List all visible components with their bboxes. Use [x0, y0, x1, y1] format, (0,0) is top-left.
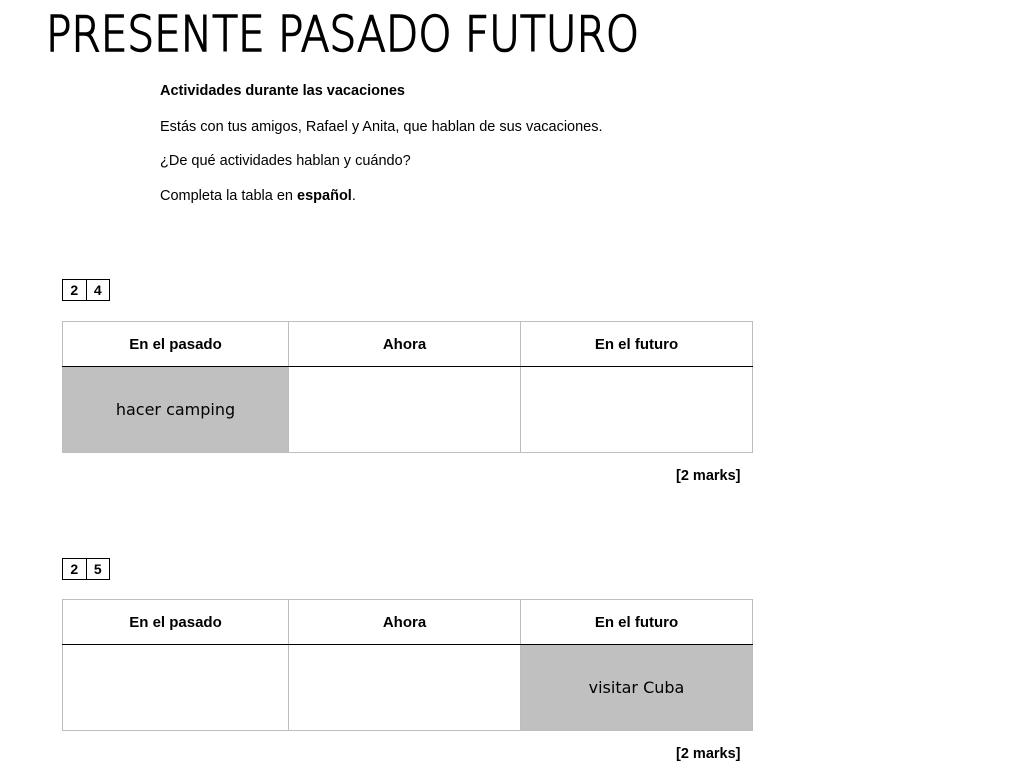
instructions-heading: Actividades durante las vacaciones — [160, 83, 405, 99]
answer-cell-now[interactable] — [289, 367, 521, 453]
answer-table-25 — [62, 599, 753, 731]
question-number-digit: 4 — [86, 280, 110, 300]
answer-cell-past[interactable] — [63, 645, 289, 731]
instructions-line-2: ¿De qué actividades hablan y cuándo? — [160, 153, 411, 169]
instructions-language-emphasis: español — [297, 188, 352, 204]
question-number-digit: 2 — [70, 561, 79, 577]
column-header-future: En el futuro — [521, 322, 753, 367]
column-header-past: En el pasado — [63, 322, 289, 367]
marks-label-24: [2 marks] — [676, 468, 741, 484]
answer-table-24 — [62, 321, 753, 453]
question-number-digit: 5 — [86, 559, 110, 579]
instructions-line-3-text: Completa la tabla en — [160, 188, 298, 204]
column-header-now: Ahora — [289, 322, 521, 367]
answer-cell-future: visitar Cuba — [521, 645, 753, 731]
instructions-line-3-end: . — [351, 188, 356, 204]
marks-label-25: [2 marks] — [676, 746, 741, 762]
page-title: PRESENTE PASADO FUTURO — [46, 6, 640, 63]
answer-cell-future[interactable] — [521, 367, 753, 453]
table-answer-row — [63, 367, 753, 453]
table-answer-row — [63, 645, 753, 731]
answer-cell-past: hacer camping — [63, 367, 289, 453]
answer-cell-now[interactable] — [289, 645, 521, 731]
question-number-box-25 — [62, 558, 110, 580]
table-header-row — [63, 322, 753, 367]
instructions-line-3 — [160, 188, 356, 204]
column-header-past: En el pasado — [63, 600, 289, 645]
question-number-box-24 — [62, 279, 110, 301]
table-header-row — [63, 600, 753, 645]
column-header-future: En el futuro — [521, 600, 753, 645]
question-number-digit: 2 — [70, 282, 79, 298]
instructions-line-1: Estás con tus amigos, Rafael y Anita, que hablan de sus vacaciones. — [160, 119, 603, 135]
column-header-now: Ahora — [289, 600, 521, 645]
